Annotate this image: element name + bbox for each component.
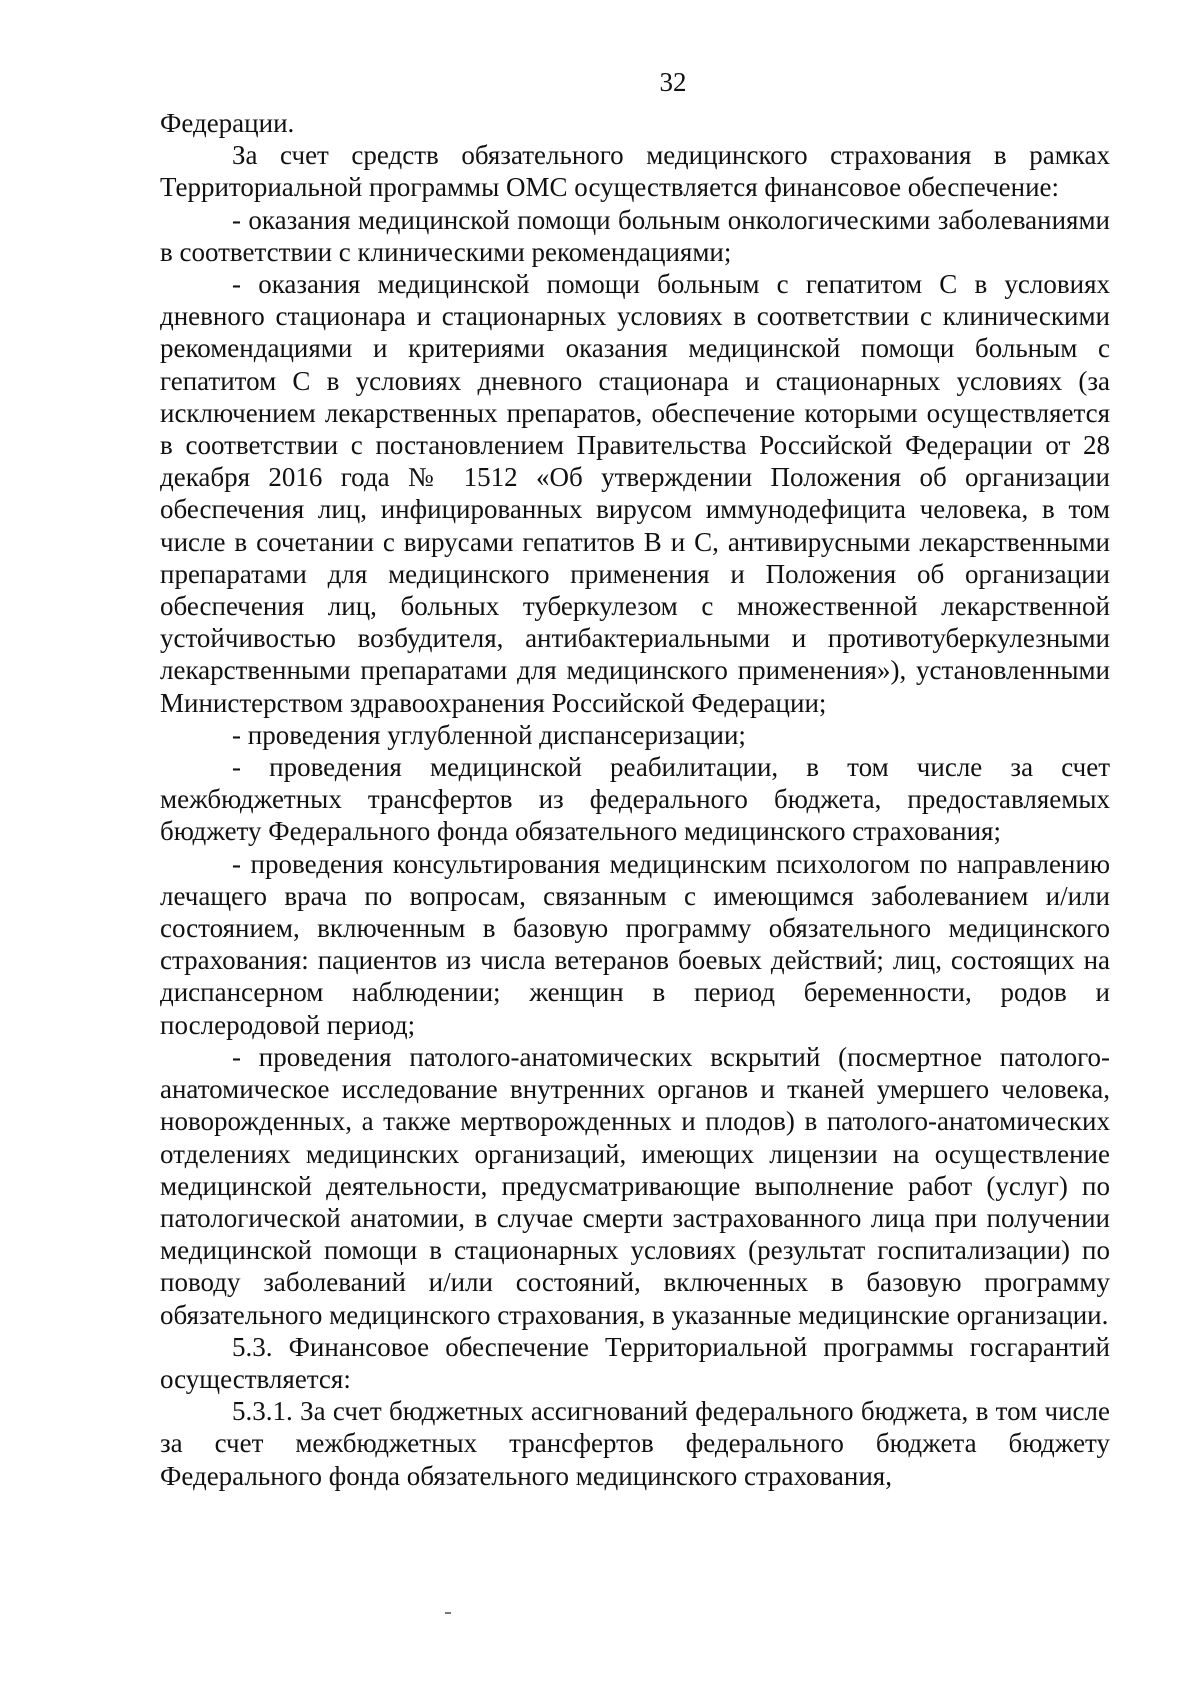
page-number: 32 bbox=[659, 67, 687, 97]
list-item-oncology: - оказания медицинской помощи больным онкологическими заболеваниями в соответствии с клиническими рекомендациями; bbox=[160, 204, 1110, 267]
list-item-medical-rehabilitation: - проведения медицинской реабилитации, в том числе за счет межбюджетных трансфертов из федерального бюджета, предоставляемых бюджету Федерального фонда обязательного медицинского страхования; bbox=[160, 752, 1110, 847]
section-5-3-1-paragraph: 5.3.1. За счет бюджетных ассигнований федерального бюджета, в том числе за счет межбюджетных трансфертов федерального бюджета бюджету Федерального фонда обязательного медицинского страхования, bbox=[160, 1396, 1110, 1491]
paragraph-oms-funding-intro: За счет средств обязательного медицинского страхования в рамках Территориальной программы ОМС осуществляется финансовое обеспечение: bbox=[160, 140, 1110, 203]
paragraph-continuation: Федерации. bbox=[160, 108, 295, 138]
list-item-pathological-autopsies: - проведения патолого-анатомических вскрытий (посмертное патолого-анатомическое исследование внутренних органов и тканей умершего человека, новорожденных, а также мертворожденных и плодов) в патолого-анатомических отделениях медицинских организаций, имеющих лицензии на осуществление медицинской деятельности, предусматривающие выполнение работ (услуг) по патологической анатомии, в случае смерти застрахованного лица при получении медицинской помощи в стационарных условиях (результат госпитализации) по поводу заболеваний и/или состояний, включенных в базовую программу обязательного медицинского страхования, в указанные медицинские организации. bbox=[160, 1041, 1110, 1330]
section-5-3-heading: 5.3. Финансовое обеспечение Территориальной программы госгарантий осуществляется: bbox=[160, 1331, 1110, 1394]
list-item-in-depth-dispensarization: - проведения углубленной диспансеризации; bbox=[232, 719, 746, 750]
list-item-psychologist-consulting: - проведения консультирования медицинским психологом по направлению лечащего врача по вопросам, связанным с имеющимся заболеванием и/или состоянием, включенным в базовую программу обязательного медицинского страхования: пациентов из числа ветеранов боевых действий; лиц, состоящих на диспансерном наблюдении; женщин в период беременности, родов и послеродовой период; bbox=[160, 848, 1110, 1040]
document-body bbox=[160, 107, 1110, 1492]
list-item-hepatitis-c: - оказания медицинской помощи больным с гепатитом С в условиях дневного стационара и стационарных условиях в соответствии с клиническими рекомендациями и критериями оказания медицинской помощи больным с гепатитом С в условиях дневного стационара и стационарных условиях (за исключением лекарственных препаратов, обеспечение которыми осуществляется в соответствии с постановлением Правительства Российской Федерации от 28 декабря 2016 года № 1512 «Об утверждении Положения об организации обеспечения лиц, инфицированных вирусом иммунодефицита человека, в том числе в сочетании с вирусами гепатитов В и С, антивирусными лекарственными препаратами для медицинского применения и Положения об организации обеспечения лиц, больных туберкулезом с множественной лекарственной устойчивостью возбудителя, антибактериальными и противотуберкулезными лекарственными препаратами для медицинского применения»), установленными Министерством здравоохранения Российской Федерации; bbox=[160, 269, 1110, 718]
scan-artifact bbox=[445, 1612, 451, 1614]
